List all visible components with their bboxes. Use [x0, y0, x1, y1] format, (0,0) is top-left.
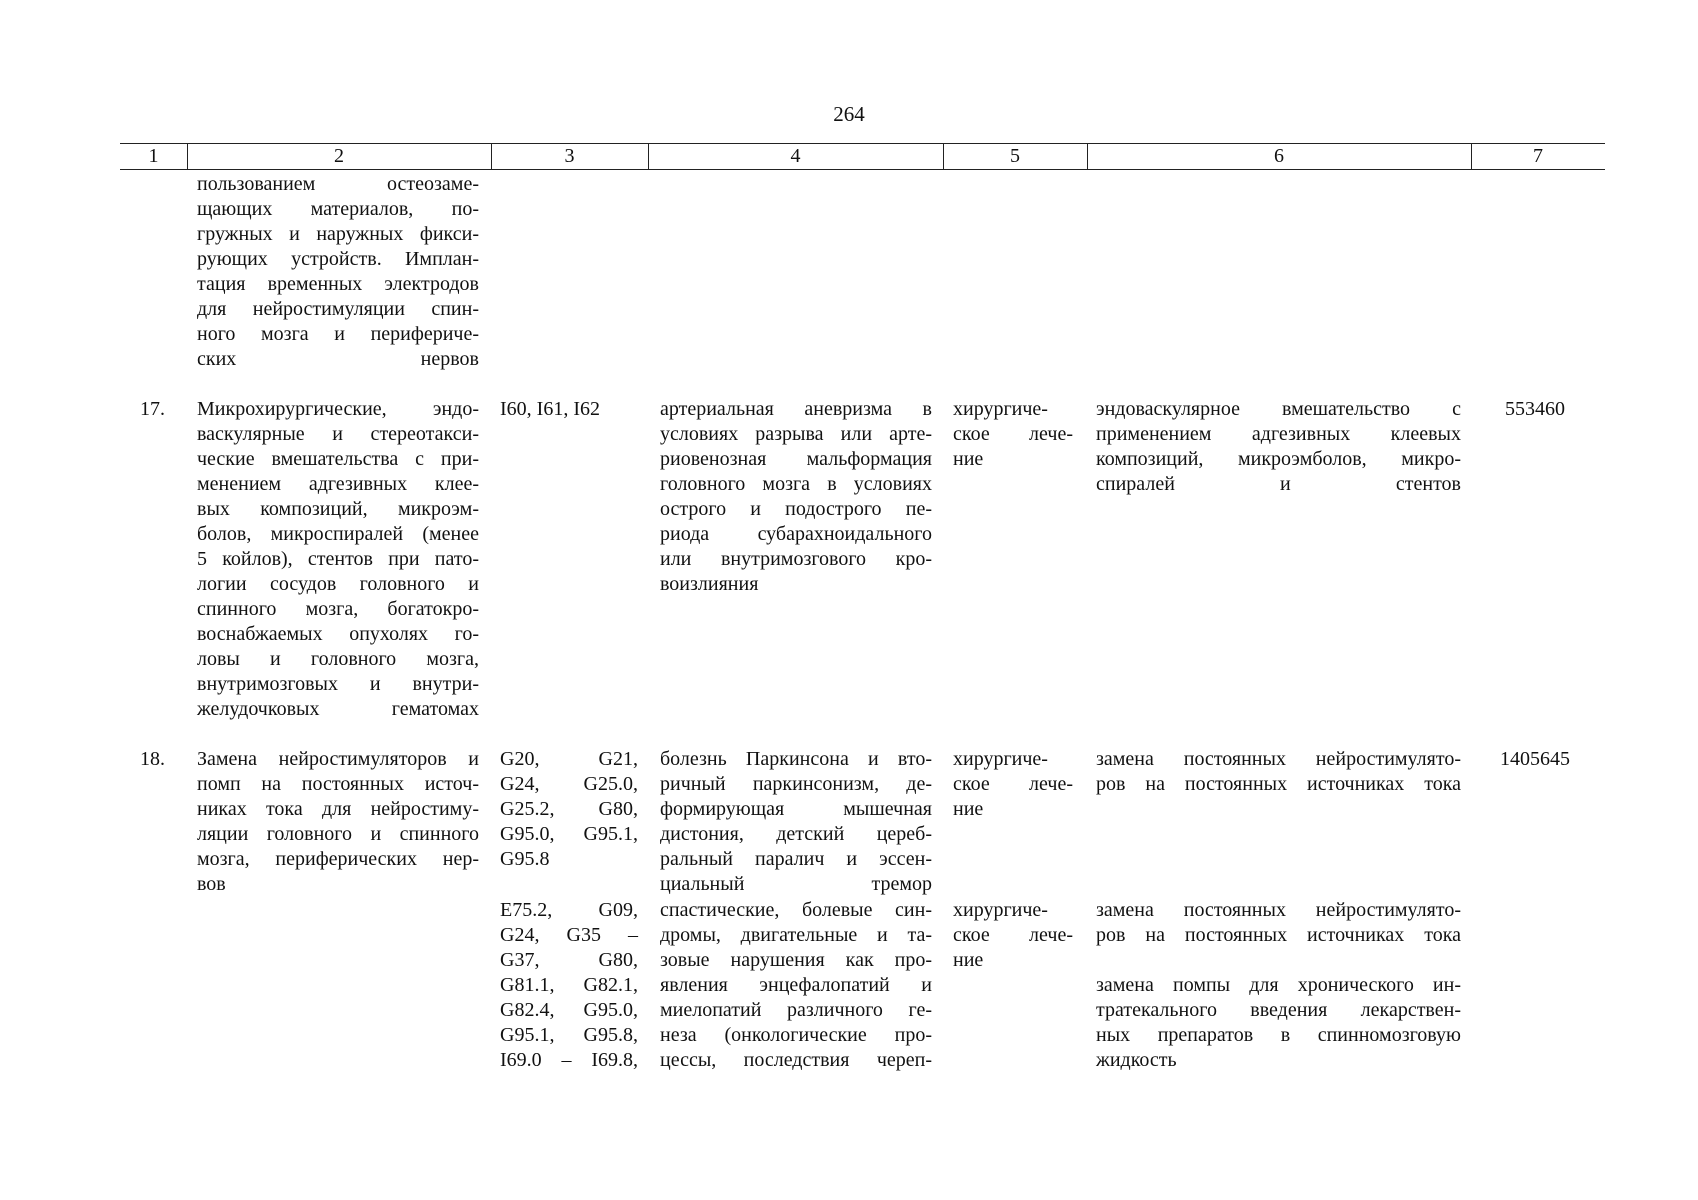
row-cost: 553460 [1505, 398, 1565, 420]
subrow-intervention-2: замена помпы для хронического ин- тратекального введения лекарствен- ных препаратов в спинномозговую жидкость [1096, 974, 1461, 1071]
subrow-diagnosis-codes: E75.2, G09, G24, G35 – G37, G80, G81.1, G82.1, G82.4, G95.0, G95.1, G95.8, I69.0 – I69.8, [500, 899, 638, 1071]
column-header-4: 4 [790, 145, 801, 167]
row-intervention: замена постоянных нейростимулято- ров на постоянных источниках тока [1096, 748, 1461, 795]
subrow-treatment-type: хирургиче- ское лече- ние [953, 899, 1073, 971]
row-intervention: эндоваскулярное вмешательство с применением адгезивных клеевых композиций, микроэмболов, микро- спиралей и стентов [1096, 398, 1461, 495]
row-cost: 1405645 [1500, 748, 1570, 770]
row-number: 17. [140, 398, 165, 420]
page-number: 264 [833, 102, 865, 126]
row-patient-model: болезнь Паркинсона и вто- ричный паркинсонизм, де- формирующая мышечная дистония, детский цереб- ральный паралич и эссен- циальный тремор [660, 748, 932, 895]
column-header-6: 6 [1274, 145, 1284, 167]
continuation-method-text: пользованием остеозаме- щающих материалов, по- гружных и наружных фикси- рующих устройств. Имплан- тация временных электродов для нейростимуляции спин- ного мозга и перифериче- ских нервов [197, 173, 479, 370]
subrow-patient-model: спастические, болевые син- дромы, двигательные и та- зовые нарушения как про- явления энцефалопатий и миелопатий различного ге- неза (онкологические про- цессы, последствия череп- [660, 899, 932, 1071]
row-method-text: Замена нейростимуляторов и помп на постоянных источ- никах тока для нейростиму- ляции головного и спинного мозга, периферических нер- вов [197, 748, 479, 895]
row-treatment-type: хирургиче- ское лече- ние [953, 398, 1073, 470]
row-diagnosis-codes: G20, G21, G24, G25.0, G25.2, G80, G95.0, G95.1, G95.8 [500, 748, 638, 870]
column-header-7: 7 [1533, 145, 1543, 167]
column-header-2: 2 [334, 145, 344, 167]
column-header-5: 5 [1010, 145, 1020, 167]
row-number: 18. [140, 748, 165, 770]
row-method-text: Микрохирургические, эндо- васкулярные и стереотакси- ческие вмешательства с при- менением адгезивных клее- вых композиций, микроэм- болов, микроспиралей (менее 5 койлов), стентов при пато- логии сосудов головного и спинного мозга, богатокро- воснабжаемых опухолях го- ловы и головного мозга, внутримозговых и внутри- желудочковых гематомах [197, 398, 479, 720]
column-header-3: 3 [564, 145, 575, 167]
row-treatment-type: хирургиче- ское лече- ние [953, 748, 1073, 820]
row-patient-model: артериальная аневризма в условиях разрыва или арте- риовенозная мальформация головного мозга в условиях острого и подострого пе- риода субарахноидального или внутримозгового кро- воизлияния [660, 398, 932, 595]
subrow-intervention: замена постоянных нейростимулято- ров на постоянных источниках тока [1096, 899, 1461, 946]
row-diagnosis-codes: I60, I61, I62 [500, 398, 600, 420]
column-header-1: 1 [148, 145, 159, 167]
table-header [120, 143, 1605, 170]
